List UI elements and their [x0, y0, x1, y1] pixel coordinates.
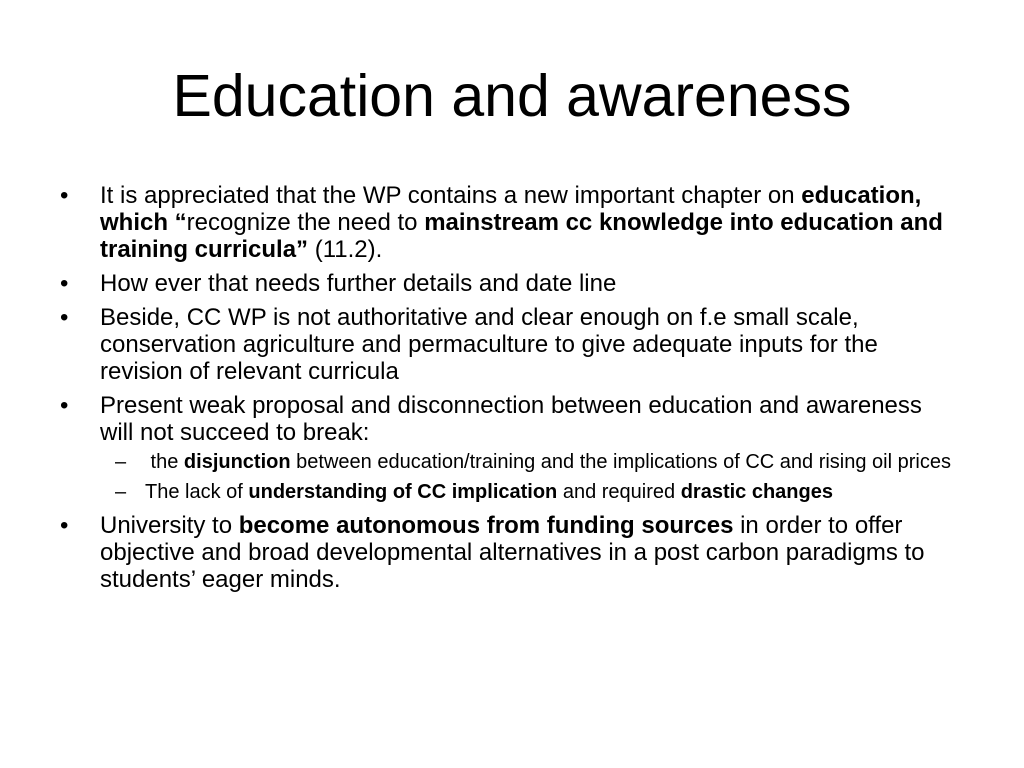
bullet-text: How ever that needs further details and date line: [100, 270, 617, 297]
bullet-marker: •: [60, 304, 69, 331]
bullet-item: [60, 182, 960, 263]
bullet-item: [60, 512, 960, 593]
bullet-text: University to become autonomous from funding sources in order to offer objective and broad developmental alternatives in a post carbon paradigms to students’ eager minds.: [100, 512, 925, 593]
sub-bullet-marker: –: [115, 481, 127, 503]
bullet-text: Present weak proposal and disconnection between education and awareness will not succeed to break:: [100, 392, 922, 446]
slide-body: [60, 182, 960, 600]
bullet-item: [60, 270, 960, 297]
bullet-text: Beside, CC WP is not authoritative and clear enough on f.e small scale, conservation agriculture and permaculture to give adequate inputs for the revision of relevant curricula: [100, 304, 878, 385]
bullet-item: [60, 304, 960, 385]
sub-bullet-text: the disjunction between education/training and the implications of CC and rising oil prices: [145, 451, 951, 473]
bullet-marker: •: [60, 512, 69, 539]
bullet-marker: •: [60, 392, 69, 419]
bullet-marker: •: [60, 270, 69, 297]
sub-bullet-item: [60, 480, 960, 504]
sub-bullet-marker: –: [115, 451, 127, 473]
sub-bullet-text: The lack of understanding of CC implication and required drastic changes: [145, 481, 833, 503]
bullet-text: It is appreciated that the WP contains a new important chapter on education, which “recognize the need to mainstream cc knowledge into education and training curricula” (11.2).: [100, 182, 943, 263]
sub-bullet-item: [60, 450, 960, 474]
bullet-item: [60, 392, 960, 446]
slide-title: Education and awareness: [172, 63, 852, 129]
bullet-marker: •: [60, 182, 69, 209]
